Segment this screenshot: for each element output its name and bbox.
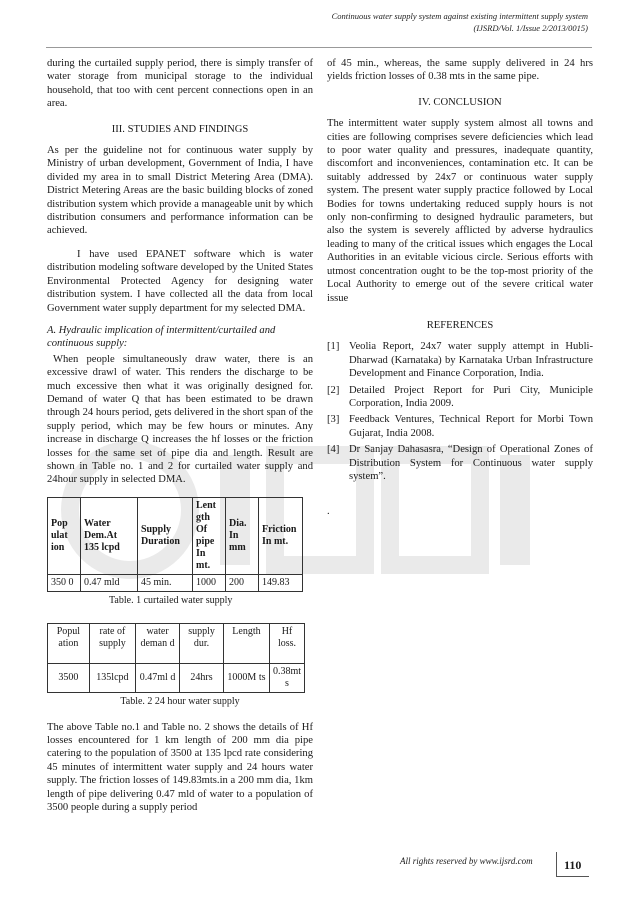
reference-number: [2] xyxy=(327,384,340,396)
table-header-cell: water deman d xyxy=(136,624,180,664)
table-header-cell: Lent gth Of pipe In mt. xyxy=(193,497,226,574)
page-number: 110 xyxy=(564,858,582,872)
header-volume: (IJSRD/Vol. 1/Issue 2/2013/0015) xyxy=(473,23,588,33)
reference-text: Dr Sanjay Dahasasra, “Design of Operational Zones of Distribution System for Continuous water supply system”. xyxy=(349,444,593,482)
paragraph: When people simultaneously draw water, there is an excessive drawl of water. This renders the discharge to be much excessive then what it was originally designed for. Demand of water Q that has been estimated to be drawn through 24 hours period, gets delivered in the short span of the supply period, which may be few hours or minutes. Any increase in discharge Q increases the hf losses or the friction losses for the same set of pipe dia and length. Result are shown in Table no. 1 and 2 for curtailed water supply and 24hour supply in selected DMA. xyxy=(47,353,313,486)
paragraph: during the curtailed supply period, there is simply transfer of water storage from municipal storage to the individual household, that too with cent percent connections open in an area. xyxy=(47,58,313,110)
table-cell: 45 min. xyxy=(138,574,193,591)
paragraph: As per the guideline not for continuous water supply by Ministry of urban development, Government of India, I have divided my area in to small District Metering Area (DMA). District Metering Areas are the basic building blocks of zoned distribution system which provide a manageable unit by which distribution consumers and performance information can be achieved. xyxy=(47,145,313,237)
table-header-cell: Hf loss. xyxy=(269,624,304,664)
table-cell: 0.47 mld xyxy=(81,574,138,591)
table-caption: Table. 1 curtailed water supply xyxy=(109,594,233,606)
table-header-row xyxy=(48,624,305,664)
section-heading-conclusion: IV. CONCLUSION xyxy=(418,96,502,108)
paragraph: The above Table no.1 and Table no. 2 shows the details of Hf losses encountered for 1 km length of 200 mm dia pipe catering to the population of 3500 at 135 lpcd rate considering 45 minutes of intermittent water supply and 24 hours water supply. The friction losses of 149.83mts.in a 200 mm dia, 1km length of pipe delivering 0.47 mld of water to a population of 3500 people during a supply period xyxy=(47,721,313,814)
table-header-cell: Supply Duration xyxy=(138,497,193,574)
left-column xyxy=(47,57,313,814)
table-header-cell: supply dur. xyxy=(180,624,224,664)
paragraph: of 45 min., whereas, the same supply delivered in 24 hrs yields friction losses of 0.38 mts in the same pipe. xyxy=(327,58,593,83)
right-column xyxy=(327,57,593,519)
footer-rights: All rights reserved by www.ijsrd.com xyxy=(400,856,533,866)
table-header-cell: Friction In mt. xyxy=(259,497,303,574)
reference-text: Feedback Ventures, Technical Report for Morbi Town Gujarat, India 2008. xyxy=(349,414,593,439)
running-header xyxy=(332,10,588,34)
reference-text: Veolia Report, 24x7 water supply attempt in Hubli-Dharwad (Karnataka) by Karnataka Urban Infrastructure Development and Finance Corporation, India. xyxy=(349,341,593,380)
table-header-cell: Popul ation xyxy=(48,624,90,664)
table-cell: 149.83 xyxy=(259,574,303,591)
subsection-heading: A. Hydraulic implication of intermittent/curtailed and continuous supply: xyxy=(47,324,276,350)
table-row xyxy=(48,664,305,693)
reference-list xyxy=(327,340,593,483)
paragraph: The intermittent water supply system almost all towns and cities are following comprises severe deficiencies which lead to poor water quality and pressures, inadequate quantity, discomfort and inconveniences, contamination etc. It can be suitably addressed by 24x7 or continuous water supply system. The present water supply practice followed by Local Bodies for towns undertaking reduced supply hours is not only non-confirming to designed hydraulic parameters, but also the system is severely afflicted by adverse hydraulics leading to many of the critical issues which engages the Local Authorities in an evitable vicious circle. Serious efforts with utmost concentration ought to be the top-most priority of the Local Authority to emerge out of the severe critical water issue xyxy=(327,118,593,304)
reference-item xyxy=(327,443,593,483)
table-cell: 0.47ml d xyxy=(136,664,180,693)
section-heading-studies: III. STUDIES AND FINDINGS xyxy=(111,123,249,135)
table-row xyxy=(48,574,303,591)
reference-item xyxy=(327,384,593,411)
table-cell: 24hrs xyxy=(180,664,224,693)
header-title: Continuous water supply system against existing intermittent supply system xyxy=(331,11,588,21)
table-24hour-supply xyxy=(47,623,305,693)
table-cell: 350 0 xyxy=(48,574,81,591)
references-heading: REFERENCES xyxy=(426,319,494,331)
reference-number: [4] xyxy=(327,444,340,456)
table-header-cell: rate of supply xyxy=(89,624,135,664)
reference-number: [1] xyxy=(327,341,340,353)
table-header-cell: Dia. In mm xyxy=(226,497,259,574)
table-header-cell: Length xyxy=(223,624,269,664)
table-header-row xyxy=(48,497,303,574)
table-caption: Table. 2 24 hour water supply xyxy=(120,696,240,708)
reference-number: [3] xyxy=(327,414,340,426)
table-cell: 1000 xyxy=(193,574,226,591)
table-cell: 3500 xyxy=(48,664,90,693)
header-rule xyxy=(46,47,592,48)
table-cell: 0.38mt s xyxy=(269,664,304,693)
table-cell: 1000M ts xyxy=(223,664,269,693)
reference-text: Detailed Project Report for Puri City, Municiple Corporation, India 2009. xyxy=(349,384,593,409)
paragraph: I have used EPANET software which is water distribution modeling software developed by the United States Environmental Protected Agency for designing water distribution system. I have collected all the data from local Government water supply department for my selected DMA. xyxy=(47,248,313,314)
table-cell: 135lcpd xyxy=(89,664,135,693)
reference-item xyxy=(327,413,593,440)
reference-item xyxy=(327,340,593,380)
table-curtailed-supply xyxy=(47,497,303,592)
table-cell: 200 xyxy=(226,574,259,591)
table-header-cell: Water Dem.At 135 lcpd xyxy=(81,497,138,574)
table-header-cell: Pop ulat ion xyxy=(48,497,81,574)
stray-dot: . xyxy=(327,506,330,518)
